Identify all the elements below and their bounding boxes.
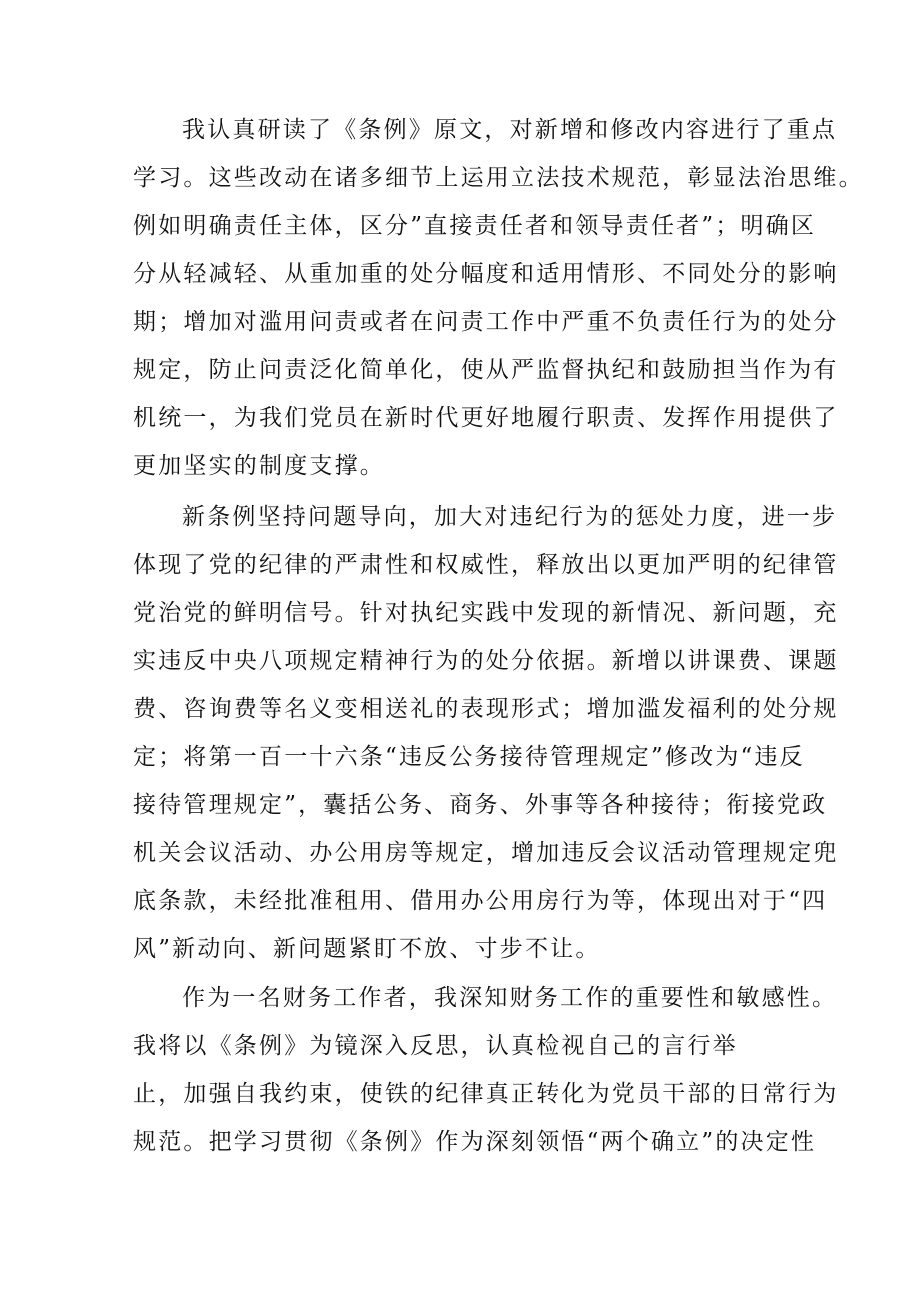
paragraph-2-line-8: 机关会议活动、办公用房等规定，增加违反会议活动管理规定兜 [133, 840, 839, 866]
paragraph-1-line-5: 期；增加对滥用问责或者在问责工作中严重不负责任行为的处分 [133, 309, 839, 335]
paragraph-1-line-7: 机统一，为我们党员在新时代更好地履行职责、发挥作用提供了 [133, 405, 839, 431]
paragraph-1-line-8: 更加坚实的制度支撑。 [133, 453, 385, 479]
paragraph-2-line-5: 费、咨询费等名义变相送礼的表现形式；增加滥发福利的处分规 [133, 696, 839, 722]
paragraph-3-line-2: 我将以《条例》为镜深入反思，认真检视自己的言行举 [133, 1033, 738, 1059]
paragraph-2-line-2: 体现了党的纪律的严肃性和权威性，释放出以更加严明的纪律管 [133, 552, 839, 578]
paragraph-3-line-1: 作为一名财务工作者，我深知财务工作的重要性和敏感性。 [182, 985, 838, 1011]
paragraph-2-line-10: 风”新动向、新问题紧盯不放、寸步不让。 [133, 936, 601, 962]
paragraph-3-line-4: 规范。把学习贯彻《条例》作为深刻领悟“两个确立”的决定性 [133, 1129, 817, 1155]
paragraph-1-line-3: 例如明确责任主体，区分”直接责任者和领导责任者”；明确区 [133, 213, 817, 239]
paragraph-2-line-6: 定；将第一百一十六条“违反公务接待管理规定”修改为“违反 [133, 744, 805, 770]
paragraph-1-line-6: 规定，防止问责泛化简单化，使从严监督执纪和鼓励担当作为有 [133, 357, 839, 383]
paragraph-2-line-3: 党治党的鲜明信号。针对执纪实践中发现的新情况、新问题，充 [133, 600, 839, 626]
paragraph-1-line-2: 学习。这些改动在诸多细节上运用立法技术规范，彰显法治思维。 [133, 165, 864, 191]
paragraph-3-line-3: 止，加强自我约束，使铁的纪律真正转化为党员干部的日常行为 [133, 1081, 839, 1107]
paragraph-1-line-4: 分从轻减轻、从重加重的处分幅度和适用情形、不同处分的影响 [133, 261, 839, 287]
paragraph-2-line-4: 实违反中央八项规定精神行为的处分依据。新增以讲课费、课题 [133, 648, 839, 674]
paragraph-1-line-1: 我认真研读了《条例》原文，对新增和修改内容进行了重点 [182, 117, 838, 143]
paragraph-2-line-7: 接待管理规定”，囊括公务、商务、外事等各种接待；衔接党政 [133, 792, 828, 818]
paragraph-2-line-1: 新条例坚持问题导向，加大对违纪行为的惩处力度，进一步 [182, 504, 838, 530]
paragraph-2-line-9: 底条款，未经批准租用、借用办公用房行为等，体现出对于“四 [133, 888, 828, 914]
